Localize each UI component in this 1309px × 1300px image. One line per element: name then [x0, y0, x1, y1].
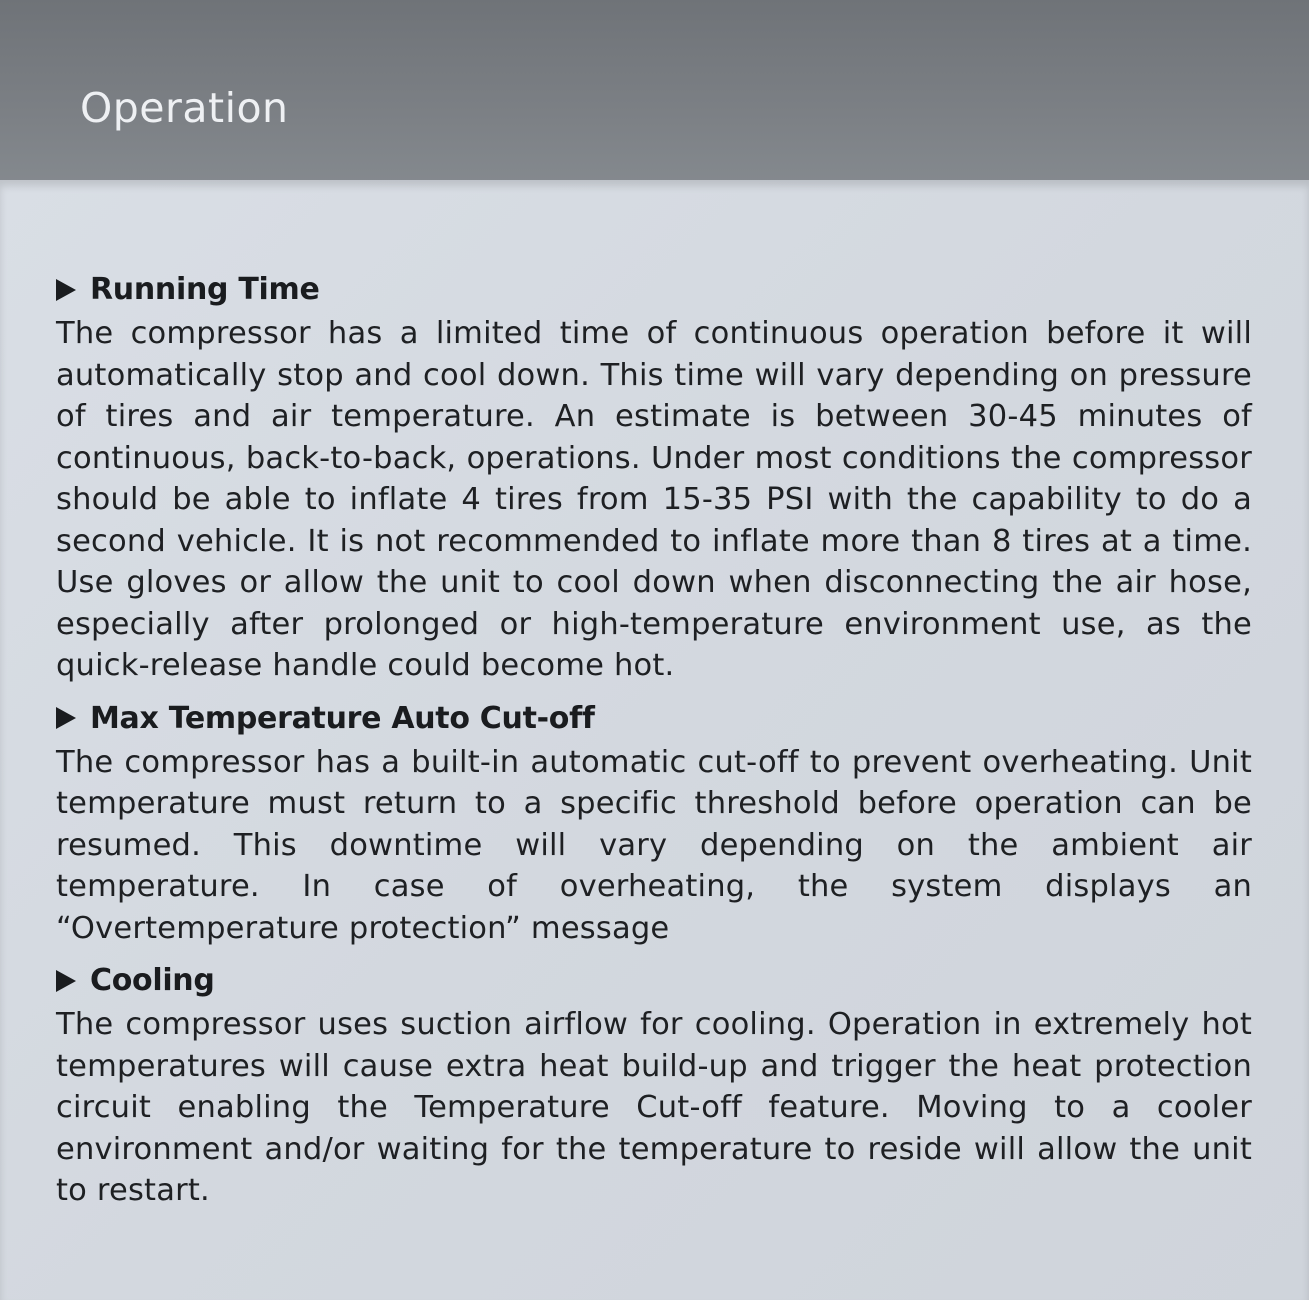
triangle-right-icon [56, 707, 76, 729]
section-heading [56, 701, 1252, 736]
section-running-time [56, 272, 1252, 687]
section-heading [56, 272, 1252, 307]
page-title: Operation [80, 84, 289, 132]
section-body: The compressor has a limited time of continuous operation before it will automatically stop and cool down. This time will vary depending on pressure of tires and air temperature. An estimate is between 30-45 minutes of continuous, back-to-back, operations. Under most conditions the compressor should be able to inflate 4 tires from 15-35 PSI with the capability to do a second vehicle. It is not recommended to inflate more than 8 tires at a time. Use gloves or allow the unit to cool down when disconnecting the air hose, especially after prolonged or high-temperature environment use, as the quick-release handle could become hot. [56, 316, 1252, 683]
section-body: The compressor has a built-in automatic cut-off to prevent overheating. Unit temperature must return to a specific threshold before operation can be resumed. This downtime will vary depending on the ambient air temperature. In case of overheating, the system displays an “Overtemperature protection” message [56, 744, 1252, 946]
page-content [56, 272, 1252, 1226]
header-band [0, 0, 1309, 190]
section-heading [56, 963, 1252, 998]
section-heading-text: Cooling [90, 963, 215, 998]
section-cooling [56, 963, 1252, 1212]
manual-page [0, 180, 1309, 1300]
triangle-right-icon [56, 970, 76, 992]
section-max-temperature [56, 701, 1252, 950]
section-heading-text: Running Time [90, 272, 320, 307]
section-heading-text: Max Temperature Auto Cut-off [90, 700, 595, 736]
section-body: The compressor uses suction airflow for cooling. Operation in extremely hot temperatures will cause extra heat build-up and trigger the heat protection circuit enabling the Temperature Cut-off feature. Moving to a cooler environment and/or waiting for the temperature to reside will allow the unit to restart. [56, 1007, 1252, 1208]
triangle-right-icon [56, 279, 76, 301]
